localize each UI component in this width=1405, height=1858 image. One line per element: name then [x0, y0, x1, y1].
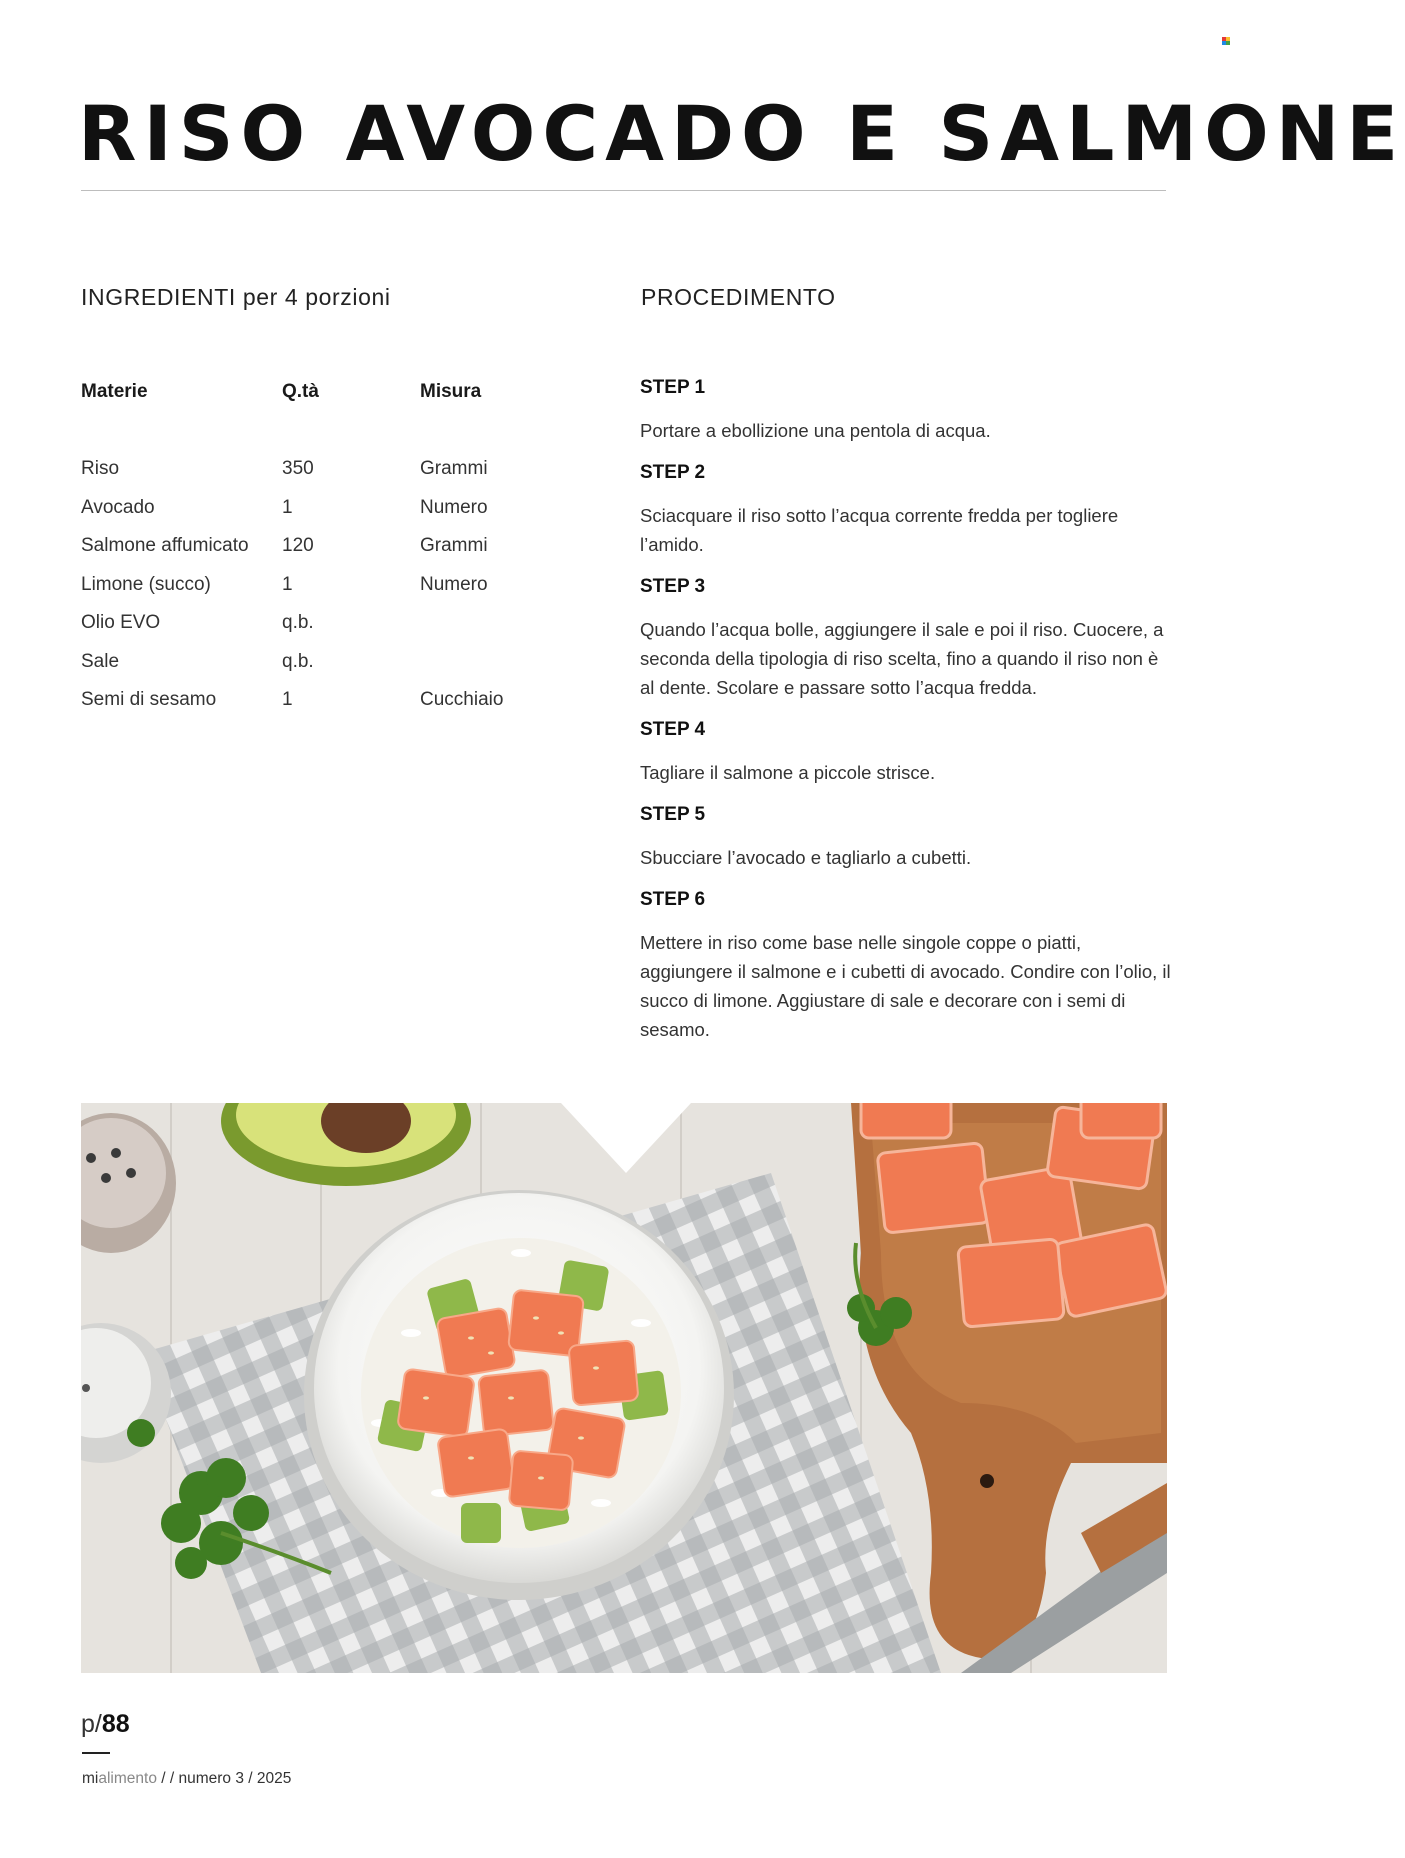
- step-text: Tagliare il salmone a piccole strisce.: [640, 762, 936, 783]
- procedure-steps: [640, 374, 1175, 1058]
- step-5: [640, 801, 1175, 872]
- step-label: STEP 2: [640, 462, 706, 483]
- step-1: [640, 374, 1175, 445]
- ingredient-unit: Grammi: [420, 458, 488, 480]
- step-label: STEP 5: [640, 804, 706, 825]
- page-number: p/88: [81, 1710, 130, 1738]
- ingredient-name: Salmone affumicato: [81, 535, 249, 557]
- ingredient-name: Olio EVO: [81, 612, 161, 634]
- ingredient-unit: [420, 643, 561, 682]
- step-text: Mettere in riso come base nelle singole coppe o piatti, aggiungere il salmone e i cubetti di avocado. Condire con l’olio, il succo di limone. Aggiustare di sale e decorare con i semi di sesamo.: [640, 932, 1171, 1040]
- ingredient-unit: Numero: [420, 496, 488, 518]
- step-label: STEP 3: [640, 576, 706, 597]
- brand-bold: mi: [82, 1770, 99, 1787]
- ingredients-header-row: [81, 378, 561, 406]
- issue-text: / / numero 3 / 2025: [156, 1770, 292, 1787]
- page-number-underline: [82, 1752, 110, 1754]
- column-header-qta: Q.tà: [282, 381, 319, 402]
- step-text: Quando l’acqua bolle, aggiungere il sale e poi il riso. Cuocere, a seconda della tipologia di riso scelta, fino a quando il riso non è al dente. Scolare e passare sotto l’acqua fredda.: [640, 619, 1164, 698]
- step-text: Portare a ebollizione una pentola di acqua.: [640, 420, 991, 441]
- table-row: [81, 489, 561, 528]
- ingredient-unit: Grammi: [420, 535, 488, 557]
- step-text: Sbucciare l’avocado e tagliarlo a cubetti.: [640, 847, 972, 868]
- step-6: [640, 886, 1175, 1044]
- step-2: [640, 459, 1175, 559]
- ingredient-qty: q.b.: [282, 650, 314, 672]
- recipe-photo: [81, 1103, 1167, 1673]
- table-row: [81, 604, 561, 643]
- ingredient-qty: 1: [282, 689, 293, 711]
- table-row: [81, 681, 561, 720]
- table-row: [81, 527, 561, 566]
- ingredient-unit: Numero: [420, 573, 488, 595]
- step-label: STEP 4: [640, 719, 706, 740]
- ingredients-heading: INGREDIENTI per 4 porzioni: [81, 284, 391, 310]
- ingredient-qty: 1: [282, 573, 293, 595]
- step-label: STEP 6: [640, 889, 706, 910]
- brand-light: alimento: [98, 1770, 157, 1787]
- procedure-heading: PROCEDIMENTO: [641, 284, 836, 310]
- ingredient-unit: [420, 604, 561, 643]
- step-text: Sciacquare il riso sotto l’acqua corrente fredda per togliere l’amido.: [640, 505, 1119, 555]
- ingredient-name: Limone (succo): [81, 573, 211, 595]
- ingredient-name: Sale: [81, 650, 120, 672]
- table-row: [81, 450, 561, 489]
- column-header-misura: Misura: [420, 381, 482, 402]
- ingredient-name: Riso: [81, 458, 120, 480]
- ingredients-table: [81, 378, 561, 720]
- footer-issue: [82, 1770, 291, 1788]
- step-4: [640, 716, 1175, 787]
- ingredient-qty: 120: [282, 535, 314, 557]
- ingredient-qty: 1: [282, 496, 293, 518]
- ingredient-qty: q.b.: [282, 612, 314, 634]
- table-row: [81, 643, 561, 682]
- column-header-materie: Materie: [81, 381, 148, 402]
- step-3: [640, 573, 1175, 702]
- ingredient-unit: Cucchiaio: [420, 689, 504, 711]
- table-row: [81, 566, 561, 605]
- ingredient-name: Semi di sesamo: [81, 689, 217, 711]
- step-label: STEP 1: [640, 377, 706, 398]
- ingredient-name: Avocado: [81, 496, 155, 518]
- ingredient-qty: 350: [282, 458, 314, 480]
- corner-color-mark: [1222, 37, 1230, 45]
- title-divider: [81, 190, 1166, 191]
- recipe-title: RISO AVOCADO E SALMONE: [78, 89, 1405, 178]
